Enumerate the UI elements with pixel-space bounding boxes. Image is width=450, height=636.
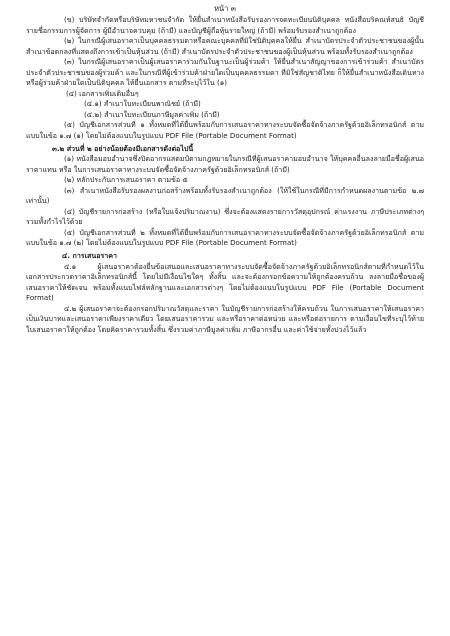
paragraph-work-certificate: (๓) สำเนาหนังสือรับรองผลงานก่อสร้างพร้อมทั้งรับรองสำเนาถูกต้อง (ให้ใช้ในกรณีที่มีการกำหนดผลงานตามข้อ ๒.๗ เท่านั้น) xyxy=(26,185,424,206)
paragraph-construction-list: (๔) บัญชีรายการก่อสร้าง (หรือใบแจ้งปริมาณงาน) ซึ่งจะต้องแสดงรายการวัสดุอุปกรณ์ ค่าแรงงาน ภาษีประเภทต่างๆ รวมทั้งกำไรไว้ด้วย xyxy=(26,206,424,227)
paragraph-4-2-pricing: ๔.๒ ผู้เสนอราคาจะต้องกรอกปริมาณวัสดุและราคา ในบัญชีรายการก่อสร้างให้ครบถ้วน ในการเสนอราคาให้เสนอราคาเป็นเงินบาทและเสนอราคาเพียงราคาเดียว โดยเสนอราคารวม และหรือราคาต่อหน่วย และหรือต่อรายการ ตามเงื่อนไขที่ระบุไว้ท้ายใบเสนอราคาให้ถูกต้อง โดยคิดราคารวมทั้งสิ้น ซึ่งรวมค่าภาษีมูลค่าเพิ่ม ภาษีอากรอื่น และค่าใช้จ่ายทั้งปวงไว้แล้ว xyxy=(26,303,424,334)
paragraph-4-2-vat-registration: (๔.๒) สำเนาใบทะเบียนภาษีมูลค่าเพิ่ม (ถ้ามี) xyxy=(84,109,220,119)
paragraph-power-of-attorney: (๑) หนังสือมอบอำนาจซึ่งปิดอากรแสตมป์ตามกฎหมายในกรณีที่ผู้เสนอราคามอบอำนาจ ให้บุคคลอื่นลงลายมือชื่อผู้เสนอราคาแทน หรือ ในการเสนอราคาทางระบบจัดซื้อจัดจ้างภาครัฐด้วยอิเล็กทรอนิกส์ (ถ้ามี) xyxy=(26,154,424,174)
page-number: หน้า ๓ xyxy=(214,4,236,13)
section-3-2-heading: ๓.๒ ส่วนที่ ๒ อย่างน้อยต้องมีเอกสารดังต่อไปนี้ xyxy=(52,143,194,153)
paragraph-4-1-commerce-registration: (๔.๑) สำเนาใบทะเบียนพาณิชย์ (ถ้ามี) xyxy=(84,99,201,109)
paragraph-5-part1-list: (๕) บัญชีเอกสารส่วนที่ ๑ ทั้งหมดที่ได้ยื่นพร้อมกับการเสนอราคาทางระบบจัดซื้อจัดจ้างภาครัฐด้วยอิเล็กทรอนิกส์ ตามแบบในข้อ ๑.๗ (๑) โดยไม่ต้องแนบในรูปแบบ PDF File (Portable Document Format) xyxy=(26,120,424,141)
paragraph-4-1-bid-submission: ๔.๑ ผู้เสนอราคาต้องยื่นข้อเสนอและเสนอราคาทางระบบจัดซื้อจัดจ้างภาครัฐด้วยอิเล็กทรอนิกส์ตามที่กำหนดไว้ในเอกสารประกวดราคาอิเล็กทรอนิกส์นี้ โดยไม่มีเงื่อนไขใดๆ ทั้งสิ้น และจะต้องกรอกข้อความให้ถูกต้องครบถ้วน ลงลายมือชื่อของผู้เสนอราคาให้ชัดเจน พร้อมทั้งแนบไฟล์หลักฐานและเอกสารต่างๆ โดยไม่ต้องแนบในรูปแบบ PDF File (Portable Document Format) xyxy=(26,261,424,303)
section-4-heading: ๔. การเสนอราคา xyxy=(62,251,118,261)
paragraph-bid-security: (๒) หลักประกันการเสนอราคา ตามข้อ ๕ xyxy=(64,175,188,185)
paragraph-3-joint-venture: (๓) ในกรณีผู้เสนอราคาเป็นผู้เสนอราคาร่วมกันในฐานะเป็นผู้ร่วมค้า ให้ยื่นสำเนาสัญญาของการเข้าร่วมค้า สำเนาบัตรประจำตัวประชาชนของผู้ร่วมค้า และในกรณีที่ผู้เข้าร่วมค้าฝ่ายใดเป็นบุคคลธรรมดา ที่มิใช่สัญชาติไทย ก็ให้ยื่นสำเนาหนังสือเดินทาง หรือผู้ร่วมค้าฝ่ายใดเป็นนิติบุคคล ให้ยื่นเอกสาร ตามที่ระบุไว้ใน (๑) xyxy=(26,57,424,88)
paragraph-4-additional-docs: (๔) เอกสารเพิ่มเติมอื่นๆ xyxy=(66,88,139,98)
paragraph-part2-list: (๕) บัญชีเอกสารส่วนที่ ๒ ทั้งหมดที่ได้ยื่นพร้อมกับการเสนอราคาทางระบบจัดซื้อจัดจ้างภาครัฐด้วยอิเล็กทรอนิกส์ ตามแบบในข้อ ๑.๗ (๒) โดยไม่ต้องแนบในรูปแบบ PDF File (Portable Document Format) xyxy=(26,227,424,248)
paragraph-2-individual: (๒) ในกรณีผู้เสนอราคาเป็นบุคคลธรรมดาหรือคณะบุคคลที่มิใช่นิติบุคคลให้ยื่น สำเนาบัตรประจำตัวประชาชนของผู้นั้น สำเนาข้อตกลงที่แสดงถึงการเข้าเป็นหุ้นส่วน (ถ้ามี) สำเนาบัตรประจำตัวประชาชนของผู้เป็นหุ้นส่วน พร้อมทั้งรับรองสำเนาถูกต้อง xyxy=(26,36,424,56)
paragraph-1b-company: (ข) บริษัทจำกัดหรือบริษัทมหาชนจำกัด ให้ยื่นสำเนาหนังสือรับรองการจดทะเบียนนิติบุคคล หนังสือบริคณห์สนธิ บัญชีรายชื่อกรรมการผู้จัดการ ผู้มีอำนาจควบคุม (ถ้ามี) และบัญชีผู้ถือหุ้นรายใหญ่ (ถ้ามี) พร้อมรับรองสำเนาถูกต้อง xyxy=(26,15,424,35)
